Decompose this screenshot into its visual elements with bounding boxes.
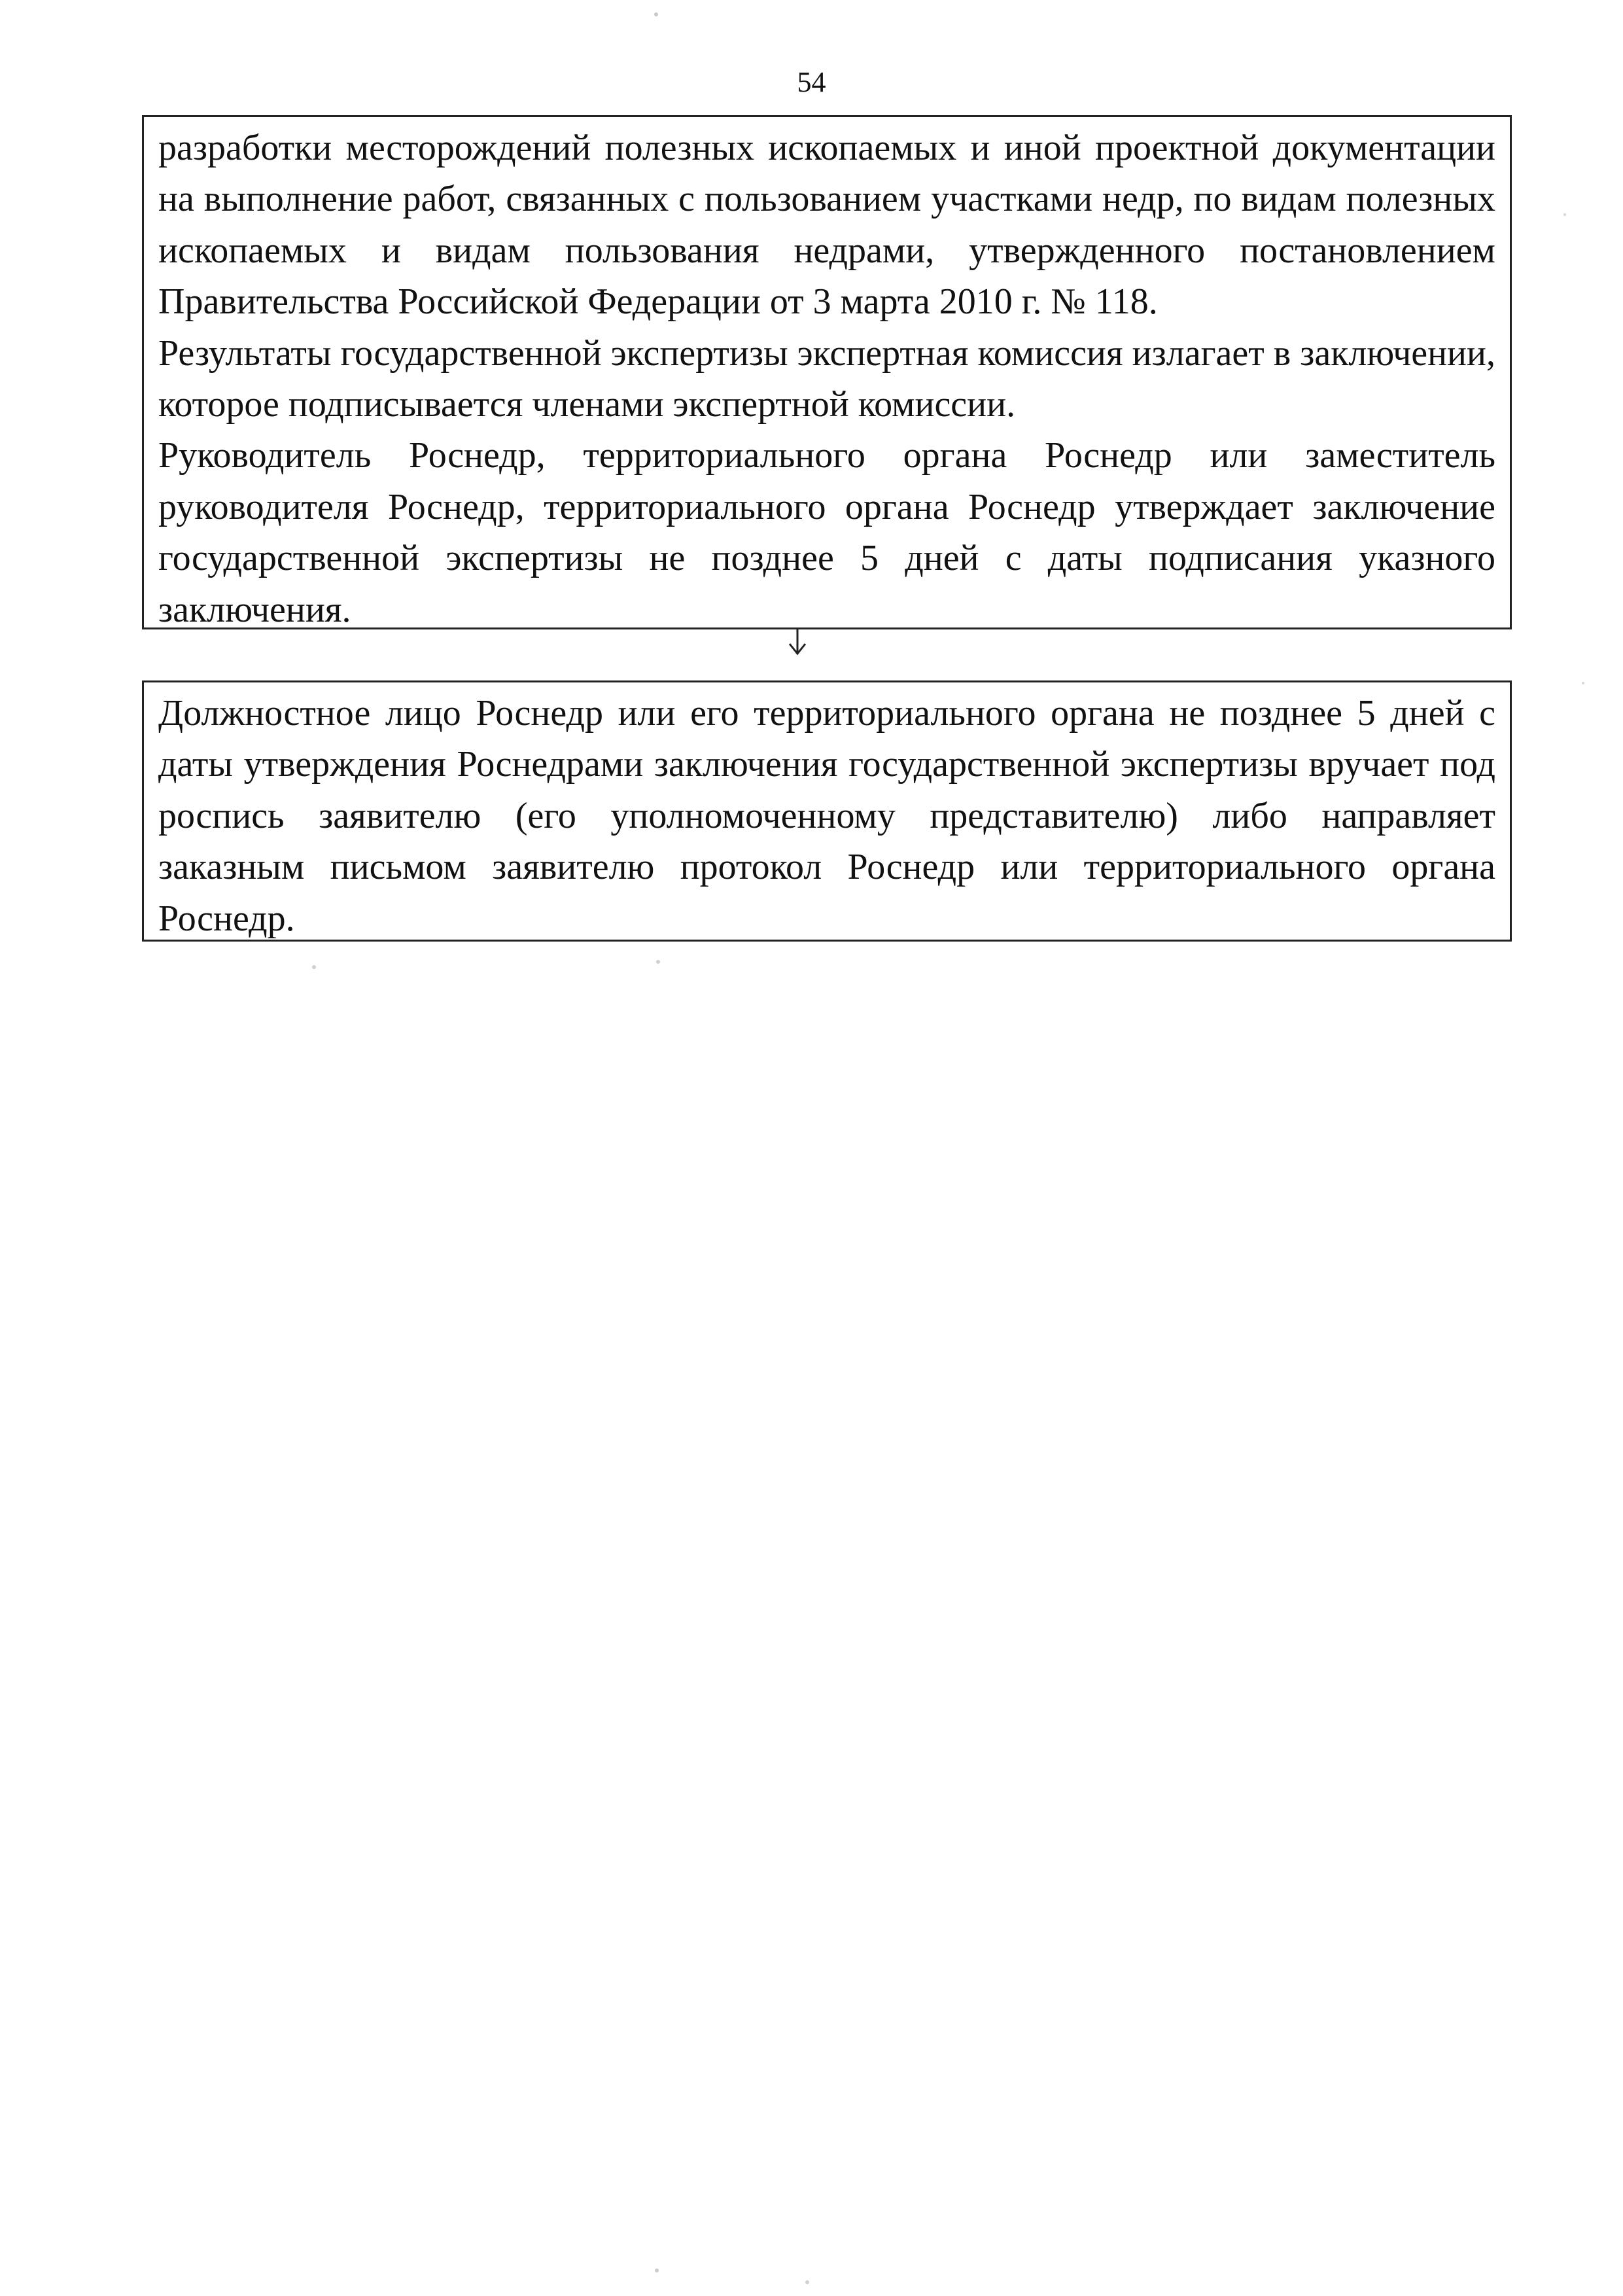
arrow-down-icon [788,629,807,656]
flowchart-step-delivery-to-applicant [142,680,1512,942]
paragraph-project-documentation: разработки месторождений полезных ископаемых и иной проектной документации на выполнение работ, связанных с пользованием участками недр, по видам полезных ископаемых и видам пользования недрами, утвержденного постановлением Правительства Российской Федерации от 3 марта 2010 г. № 118. [158,128,1495,323]
page-number: 54 [797,66,826,98]
paragraph-delivery-to-applicant: Должностное лицо Роснедр или его территориального органа не позднее 5 дней с даты утверждения Роснедрами заключения государственной экспертизы вручает под роспись заявителю (его уполномоченному представителю) либо направляет заказным письмом заявителю протокол Роснедр или территориального органа Роснедр. [158,693,1495,939]
paragraph-conclusion-approval: Руководитель Роснедр, территориального органа Роснедр или заместитель руководителя Роснедр, территориального органа Роснедр утверждает заключение государственной экспертизы не позднее 5 дней с даты подписания указного заключения. [158,435,1495,630]
flowchart-step-expert-conclusion [142,115,1512,629]
paragraph-expertise-results: Результаты государственной экспертизы экспертная комиссия излагает в заключении, которое подписывается членами экспертной комиссии. [158,332,1495,425]
